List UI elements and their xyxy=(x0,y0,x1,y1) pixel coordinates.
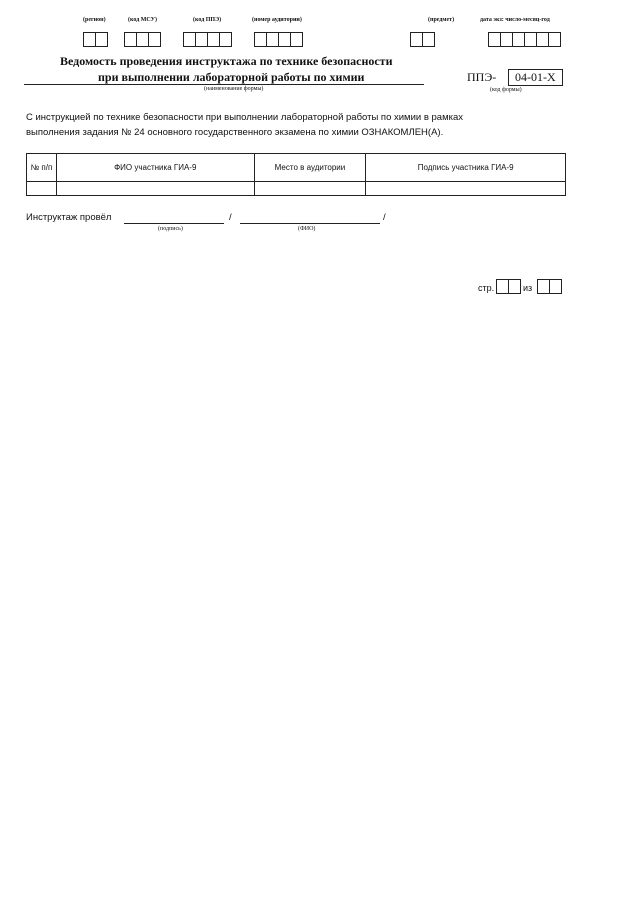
region-box[interactable] xyxy=(95,32,108,47)
page-number-boxes[interactable] xyxy=(496,279,520,294)
intro-line-2: выполнения задания № 24 основного государственного экзамена по химии ОЗНАКОМЛЕН(А). xyxy=(26,127,444,138)
subject-label: (предмет) xyxy=(428,17,455,23)
of-label: из xyxy=(523,283,533,293)
ppe-code-box[interactable] xyxy=(219,32,232,47)
exam-date-boxes[interactable] xyxy=(488,32,560,47)
room-number-box[interactable] xyxy=(290,32,303,47)
subject-box[interactable] xyxy=(422,32,435,47)
slash-2: / xyxy=(383,212,386,223)
instructor-signature-line[interactable] xyxy=(124,223,224,224)
region-boxes[interactable] xyxy=(83,32,107,47)
form-title-line2: при выполнении лабораторной работы по химии xyxy=(98,70,365,84)
intro-text xyxy=(26,110,586,140)
form-title-line1: Ведомость проведения инструктажа по технике безопасности xyxy=(60,54,393,68)
room-number-boxes[interactable] xyxy=(254,32,302,47)
msu-code-box[interactable] xyxy=(148,32,161,47)
instructor-name-line[interactable] xyxy=(240,223,380,224)
instruction-table xyxy=(26,153,566,196)
ppe-code-boxes[interactable] xyxy=(183,32,231,47)
col-header-fio: ФИО участника ГИА-9 xyxy=(56,154,254,182)
slash-1: / xyxy=(229,212,232,223)
subject-boxes[interactable] xyxy=(410,32,434,47)
room-number-label: (номер аудитории) xyxy=(252,17,302,23)
region-label: (регион) xyxy=(83,17,106,23)
page-number-box[interactable] xyxy=(508,279,521,294)
form-name-caption: (наименование формы) xyxy=(204,86,264,92)
exam-date-box[interactable] xyxy=(548,32,561,47)
cell-number[interactable] xyxy=(27,182,57,196)
intro-line-1: С инструкцией по технике безопасности при выполнении лабораторной работы по химии в рамках xyxy=(26,112,464,123)
ppe-prefix: ППЭ- xyxy=(467,70,497,84)
msu-code-label: (код МСУ) xyxy=(128,17,158,23)
signature-caption: (подпись) xyxy=(158,226,183,232)
col-header-seat: Место в аудитории xyxy=(254,154,366,182)
page-total-box[interactable] xyxy=(549,279,562,294)
col-header-number: № п/п xyxy=(27,154,57,182)
exam-date-label: дата экз: число-месяц-год xyxy=(480,17,550,23)
cell-seat[interactable] xyxy=(254,182,366,196)
table-row xyxy=(27,182,566,196)
form-title-underline xyxy=(24,84,424,85)
table-header-row xyxy=(27,154,566,182)
form-code: 04-01-Х xyxy=(508,69,563,86)
page-label: стр. xyxy=(478,283,495,293)
ppe-code-label: (код ППЭ) xyxy=(193,17,222,23)
msu-code-boxes[interactable] xyxy=(124,32,160,47)
page-total-boxes[interactable] xyxy=(537,279,561,294)
form-code-caption: (код формы) xyxy=(490,87,522,93)
cell-signature[interactable] xyxy=(366,182,566,196)
name-caption: (ФИО) xyxy=(298,226,316,232)
instructor-label: Инструктаж провёл xyxy=(26,212,112,223)
col-header-signature: Подпись участника ГИА-9 xyxy=(366,154,566,182)
cell-fio[interactable] xyxy=(56,182,254,196)
